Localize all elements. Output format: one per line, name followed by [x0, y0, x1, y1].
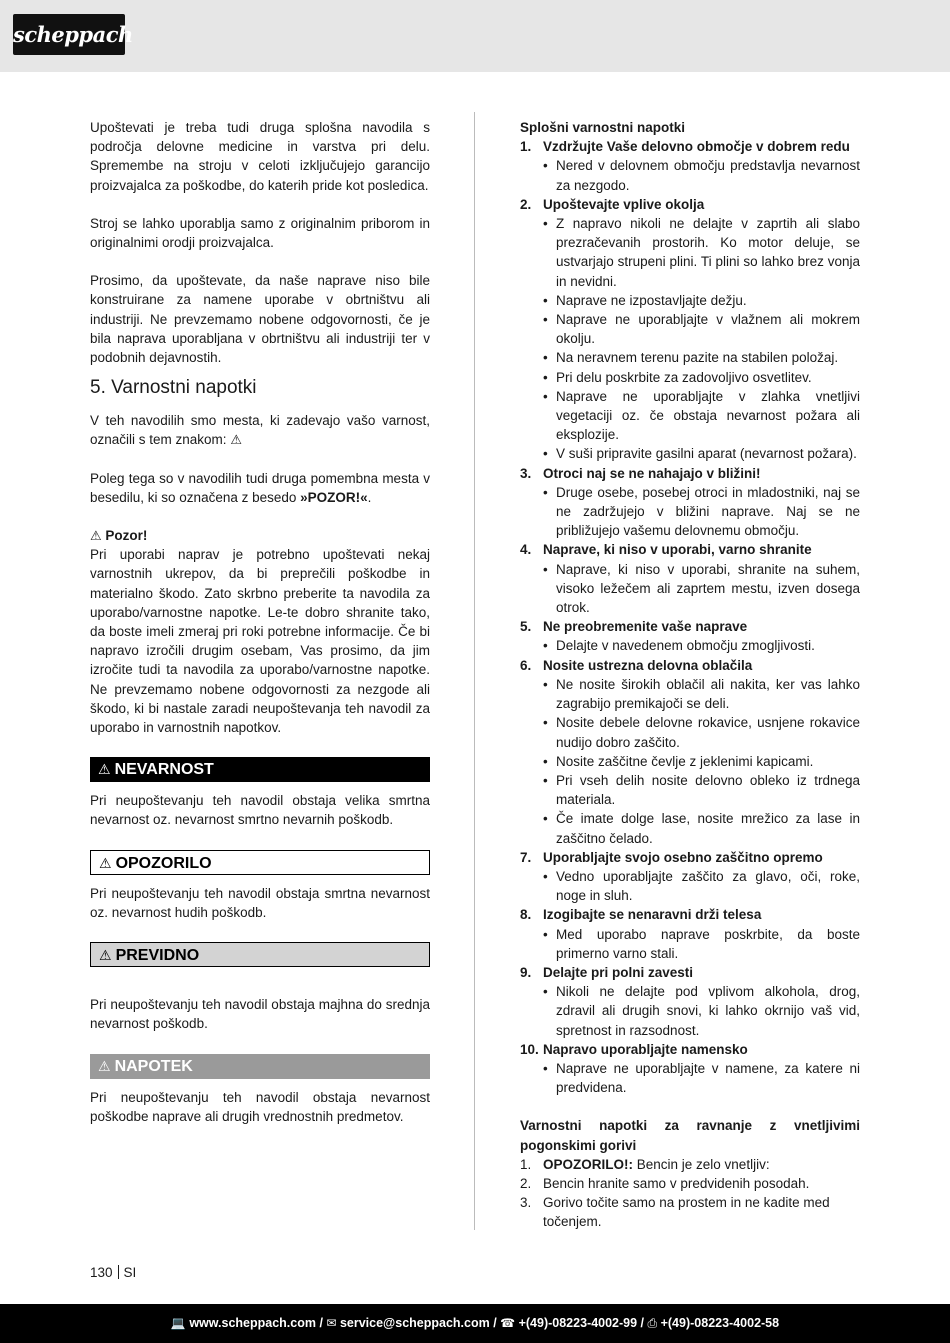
safety-rule-bullet-text: Naprave ne uporabljajte v vlažnem ali mokrem okolju.	[556, 312, 860, 347]
safety-rule-title-text: Ne preobremenite vaše naprave	[543, 619, 748, 635]
safety-rule-title-text: Uporabljajte svojo osebno zaščitno opremo	[543, 849, 823, 865]
bullet-dot-icon: •	[543, 158, 548, 174]
page-number	[90, 1265, 136, 1280]
safety-rule-bullet-text: Pri delu poskrbite za zadovoljivo osvetlitev.	[556, 369, 812, 385]
bullet-dot-icon: •	[543, 753, 548, 769]
warning-description: Pri neupoštevanju teh navodil obstaja smrtna nevarnost oz. nevarnost hudih poškodb.	[90, 885, 430, 920]
safety-rule-bullet-text: Vedno uporabljajte zaščito za glavo, oči, roke, noge in sluh.	[556, 868, 860, 904]
footer-separator: /	[489, 1316, 501, 1330]
bullet-dot-icon: •	[543, 984, 548, 1000]
safety-rule-title-text: Vzdržujte Vaše delovno območje v dobrem redu	[543, 139, 850, 155]
safety-rule-title	[520, 905, 860, 924]
safety-rule-bullet-text: Nosite zaščitne čevlje z jeklenimi kapicami.	[556, 753, 814, 769]
paragraph-safety-symbol	[90, 411, 430, 449]
safety-rule-bullet	[520, 444, 860, 463]
safety-rule-bullet	[520, 636, 860, 655]
safety-rule-bullet	[520, 713, 860, 751]
paragraph-safety-symbol-text: V teh navodilih smo mesta, ki zadevajo vašo varnost, označili s tem znakom:	[90, 413, 430, 448]
safety-rule-title-text: Nosite ustrezna delovna oblačila	[543, 657, 753, 673]
bullet-dot-icon: •	[543, 388, 548, 404]
safety-rule-bullet-text: Med uporabo naprave poskrbite, da boste primerno varno stali.	[556, 926, 860, 961]
fuel-rule-number: 3.	[520, 1195, 532, 1211]
safety-rule-bullet	[520, 867, 860, 905]
fuel-rule-number: 1.	[520, 1156, 532, 1172]
safety-rule-bullet-text: Nikoli ne delajte pod vplivom alkohola, drog, zdravil ali drugih snovi, ki lahko okrnijo vaš vid, spretnost in razsodnost.	[556, 984, 860, 1038]
notice-description: Pri neupoštevanju teh navodil obstaja nevarnost poškodbe naprave ali drugih vrednostnih predmetov.	[90, 1089, 430, 1124]
safety-rule-title-text: Delajte pri polni zavesti	[543, 964, 694, 980]
safety-rule-bullet-text: Če imate dolge lase, nosite mrežico za lase in zaščitno čelado.	[556, 811, 860, 846]
safety-rule-bullet-text: Naprave ne izpostavljajte dežju.	[556, 292, 747, 308]
bullet-dot-icon: •	[543, 926, 548, 942]
pozor-word-end: .	[367, 489, 372, 505]
safety-rule-number: 7.	[520, 849, 532, 865]
fuel-rule-text: Gorivo točite samo na prostem in ne kadite med točenjem.	[543, 1195, 830, 1230]
safety-rule-bullet-text: Naprave ne uporabljajte v zlahka vnetljivi vegetaciji oz. če obstaja nevarnost požara ali eksplozije.	[556, 388, 860, 443]
warning-signal-box	[90, 850, 430, 875]
safety-rule-number: 9.	[520, 964, 532, 980]
pozor-label: Pozor!	[105, 528, 148, 544]
safety-rule-bullet-text: Naprave, ki niso v uporabi, shranite na suhem, visoko ležečem ali zaprtem mestu, izven dosega otrok.	[556, 561, 860, 616]
section-title-safety: 5. Varnostni napotki	[90, 377, 257, 399]
warning-triangle-icon: ⚠	[99, 947, 112, 964]
safety-rule-bullet	[520, 348, 860, 367]
caution-label: PREVIDNO	[115, 947, 200, 965]
footer-fax: +(49)-08223-4002-58	[660, 1316, 780, 1330]
safety-rule-title-text: Napravo uporabljajte namensko	[543, 1041, 748, 1057]
safety-rule-bullet	[520, 310, 860, 348]
caution-signal-box	[90, 942, 430, 967]
safety-rule-bullet-text: Nosite debele delovne rokavice, usnjene rokavice nudijo dobro zaščito.	[556, 715, 860, 750]
safety-rule-bullet-text: Druge osebe, posebej otroci in mladostniki, naj se ne zadržujejo v bližini naprave. Naj se ne približujejo vašemu delovnemu območju.	[556, 484, 860, 539]
safety-rule-bullet	[520, 291, 860, 310]
safety-rule-title	[520, 656, 860, 675]
fuel-rule-number: 2.	[520, 1175, 532, 1191]
safety-rule-bullet-text: Pri vseh delih nosite delovno obleko iz trdnega materiala.	[556, 772, 860, 808]
safety-rule-bullet	[520, 925, 860, 963]
safety-rule-number: 1.	[520, 139, 532, 155]
danger-signal-box	[90, 757, 430, 782]
safety-rule-title	[520, 464, 860, 483]
fuel-rule-text: Bencin je zelo vnetljiv:	[633, 1156, 770, 1172]
footer-separator: /	[315, 1316, 327, 1330]
page-footer	[0, 1304, 950, 1343]
paragraph-occupational-health: Upoštevati je treba tudi druga splošna navodila s področja delovne medicine in varstva pri delu. Spremembe na stroju v celoti izključujejo garancijo proizvajalca za poškodbe, do katerih pride kot posledica.	[90, 120, 430, 193]
footer-separator: /	[637, 1316, 648, 1330]
phone-icon: ☎	[500, 1316, 516, 1330]
safety-rule-bullet	[520, 368, 860, 387]
fuel-rule-bold: OPOZORILO!:	[543, 1156, 633, 1172]
safety-rule-title-text: Izogibajte se nenaravni drži telesa	[543, 907, 762, 923]
safety-rule-bullet-text: Naprave ne uporabljajte v namene, za katere ni predvidena.	[556, 1060, 860, 1096]
safety-rule-title-text: Upoštevajte vplive okolja	[543, 196, 705, 212]
safety-rule-bullet-text: Na neravnem terenu pazite na stabilen položaj.	[556, 350, 839, 366]
warning-triangle-icon: ⚠	[230, 432, 242, 448]
column-divider	[474, 112, 475, 1230]
bullet-dot-icon: •	[543, 350, 548, 366]
paragraph-pozor-word	[90, 469, 430, 507]
page-number-separator	[118, 1265, 119, 1279]
safety-rule-title	[520, 540, 860, 559]
right-column	[520, 118, 860, 1232]
safety-rule-number: 5.	[520, 619, 532, 635]
bullet-dot-icon: •	[543, 811, 548, 827]
safety-rule-title	[520, 195, 860, 214]
safety-rule-bullet	[520, 560, 860, 618]
fuel-rule-item	[520, 1155, 860, 1174]
bullet-dot-icon: •	[543, 312, 548, 328]
page-number-value: 130	[90, 1265, 113, 1280]
fuel-rule-item	[520, 1174, 860, 1193]
safety-rule-bullet-text: V suši pripravite gasilni aparat (nevarnost požara).	[556, 446, 857, 462]
page-language: SI	[123, 1265, 137, 1280]
safety-rule-list	[520, 137, 860, 1097]
bullet-dot-icon: •	[543, 715, 548, 731]
fuel-rule-item	[520, 1193, 860, 1231]
paragraph-original-accessories: Stroj se lahko uporablja samo z originalnim priborom in originalnimi orodji proizvajalca.	[90, 215, 430, 251]
warning-triangle-icon: ⚠	[98, 1057, 111, 1074]
safety-rule-bullet	[520, 809, 860, 847]
safety-rule-bullet	[520, 675, 860, 713]
bullet-dot-icon: •	[543, 369, 548, 385]
safety-rule-bullet-text: Nered v delovnem območju predstavlja nevarnost za nezgodo.	[556, 158, 860, 193]
footer-email: service@scheppach.com	[339, 1316, 490, 1330]
safety-rule-title-text: Naprave, ki niso v uporabi, varno shranite	[543, 542, 812, 558]
notice-label: NAPOTEK	[114, 1057, 193, 1075]
bullet-dot-icon: •	[543, 561, 548, 577]
caution-description: Pri neupoštevanju teh navodil obstaja majhna do srednja nevarnost poškodb.	[90, 997, 430, 1032]
safety-rule-title	[520, 1040, 860, 1059]
safety-rule-bullet	[520, 156, 860, 194]
danger-description: Pri neupoštevanju teh navodil obstaja velika smrtna nevarnost oz. nevarnost smrtno nevarnih poškodb.	[90, 793, 430, 828]
bullet-dot-icon: •	[543, 484, 548, 500]
warning-triangle-icon: ⚠	[98, 761, 111, 778]
warning-label: OPOZORILO	[115, 854, 212, 872]
safety-rule-title	[520, 137, 860, 156]
bullet-dot-icon: •	[543, 638, 548, 654]
pozor-word-text: Poleg tega so v navodilih tudi druga pomembna mesta v besedilu, ki so označena z besedo	[90, 470, 430, 505]
notice-signal-box	[90, 1054, 430, 1079]
safety-rule-bullet	[520, 752, 860, 771]
warning-triangle-icon: ⚠	[99, 854, 112, 871]
pozor-word-bold: »POZOR!«	[300, 489, 368, 505]
safety-rule-bullet	[520, 771, 860, 809]
paragraph-safety-measures: Pri uporabi naprav je potrebno upoštevati nekaj varnostnih ukrepov, da bi preprečili poškodbe in materialno škodo. Zato skrbno preberite ta navodila za uporabo/varnostne napotke. Le-te dobro shranite tako, da boste imeli zmeraj pri roki potrebne informacije. Če bi napravo izročili drugim osebam, Vas prosimo, da jim izročite tudi ta navodila za uporabo/varnostne napotke. Ne prevzemamo nobene odgovornosti za nezgode ali škodo, ki bi nastale zaradi neupoštevanja teh navodil za uporabo in varnostnih napotkov.	[90, 547, 430, 736]
safety-rule-title	[520, 617, 860, 636]
scheppach-logo: scheppach	[13, 14, 125, 55]
fuel-rule-list	[520, 1155, 860, 1232]
warning-triangle-icon: ⚠	[90, 528, 102, 544]
safety-rule-title	[520, 963, 860, 982]
bullet-dot-icon: •	[543, 446, 548, 462]
safety-rule-bullet-text: Ne nosite širokih oblačil ali nakita, ker vas lahko zagrabijo premikajoči se deli.	[556, 676, 860, 712]
page-header	[0, 0, 950, 72]
computer-icon: 💻	[170, 1316, 186, 1330]
bullet-dot-icon: •	[543, 868, 548, 884]
safety-rule-bullet	[520, 982, 860, 1040]
fax-icon: ⎙	[647, 1316, 658, 1330]
safety-rule-number: 3.	[520, 465, 532, 481]
mail-icon: ✉	[326, 1316, 337, 1330]
bullet-dot-icon: •	[543, 216, 548, 232]
safety-rule-number: 4.	[520, 542, 532, 558]
safety-rule-number: 10.	[520, 1041, 539, 1057]
bullet-dot-icon: •	[543, 1060, 548, 1076]
safety-rule-bullet	[520, 483, 860, 541]
left-column	[90, 118, 430, 1126]
safety-rule-bullet	[520, 214, 860, 291]
danger-label: NEVARNOST	[114, 761, 214, 779]
safety-rule-bullet	[520, 1059, 860, 1097]
safety-rule-bullet-text: Z napravo nikoli ne delajte v zaprtih ali slabo prezračevanih prostorih. Ko motor deluje, se ustvarjajo strupeni plini. Ti plini so lahko brez vonja in nevidni.	[556, 216, 860, 289]
bullet-dot-icon: •	[543, 676, 548, 692]
pozor-heading	[90, 526, 430, 545]
bullet-dot-icon: •	[543, 772, 548, 788]
bullet-dot-icon: •	[543, 292, 548, 308]
safety-rule-bullet-text: Delajte v navedenem območju zmogljivosti.	[556, 638, 815, 654]
safety-rule-bullet	[520, 387, 860, 445]
safety-rule-title	[520, 848, 860, 867]
safety-rule-number: 8.	[520, 907, 532, 923]
safety-rule-number: 6.	[520, 657, 532, 673]
general-safety-title: Splošni varnostni napotki	[520, 120, 686, 135]
fuel-rule-text: Bencin hranite samo v predvidenih posodah.	[543, 1175, 810, 1191]
footer-phone: +(49)-08223-4002-99	[518, 1316, 638, 1330]
fuel-safety-title: Varnostni napotki za ravnanje z vnetljivimi pogonskimi gorivi	[520, 1118, 860, 1153]
paragraph-commercial-use: Prosimo, da upoštevate, da naše naprave niso bile konstruirane za namene uporabe v obrtništvu ali industriji. Ne prevzemamo nobene odgovornosti, če je bila naprava uporabljana v obrtništvu ali industriji ter v podobnih dejavnostih.	[90, 273, 430, 366]
safety-rule-title-text: Otroci naj se ne nahajajo v bližini!	[543, 465, 761, 481]
footer-website: www.scheppach.com	[189, 1316, 316, 1330]
safety-rule-number: 2.	[520, 196, 532, 212]
